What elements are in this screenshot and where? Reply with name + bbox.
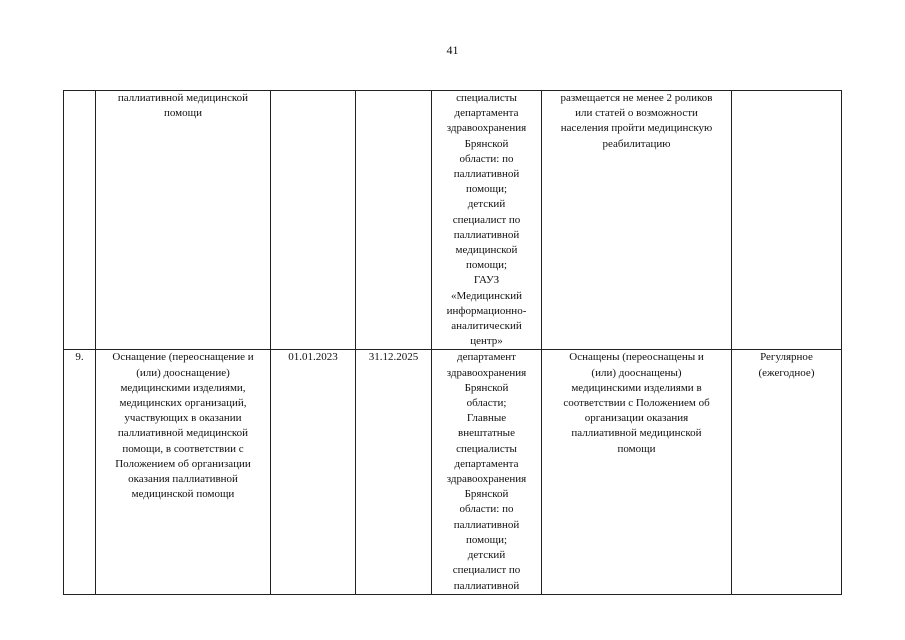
cell-end-date (356, 91, 432, 350)
cell-responsible: специалисты департамента здравоохранения Брянской области: по паллиативной помощи; детский специалист по паллиативной медицинской помощи; ГАУЗ «Медицинский информационно- аналитический центр» (432, 91, 542, 350)
cell-result: Оснащены (переоснащены и (или) дооснащены) медицинскими изделиями в соответствии с Положением об организации оказания паллиативной медицинской помощи (542, 350, 732, 594)
cell-event: паллиативной медицинской помощи (96, 91, 271, 350)
cell-start-date: 01.01.2023 (271, 350, 356, 594)
cell-start-date (271, 91, 356, 350)
cell-number (64, 91, 96, 350)
cell-frequency: Регулярное (ежегодное) (732, 350, 842, 594)
table-row (64, 350, 842, 594)
cell-responsible: департамент здравоохранения Брянской области; Главные внештатные специалисты департамента здравоохранения Брянской области: по паллиативной помощи; детский специалист по паллиативной (432, 350, 542, 594)
page-number: 41 (446, 43, 459, 57)
cell-end-date: 31.12.2025 (356, 350, 432, 594)
cell-event: Оснащение (переоснащение и (или) дооснащение) медицинскими изделиями, медицинских организаций, участвующих в оказании паллиативной медицинской помощи, в соответствии с Положением об организации оказания паллиативной медицинской помощи (96, 350, 271, 594)
cell-number: 9. (64, 350, 96, 594)
cell-result: размещается не менее 2 роликов или статей о возможности населения пройти медицинскую реабилитацию (542, 91, 732, 350)
plan-table (63, 90, 842, 595)
table-row (64, 91, 842, 350)
cell-frequency (732, 91, 842, 350)
